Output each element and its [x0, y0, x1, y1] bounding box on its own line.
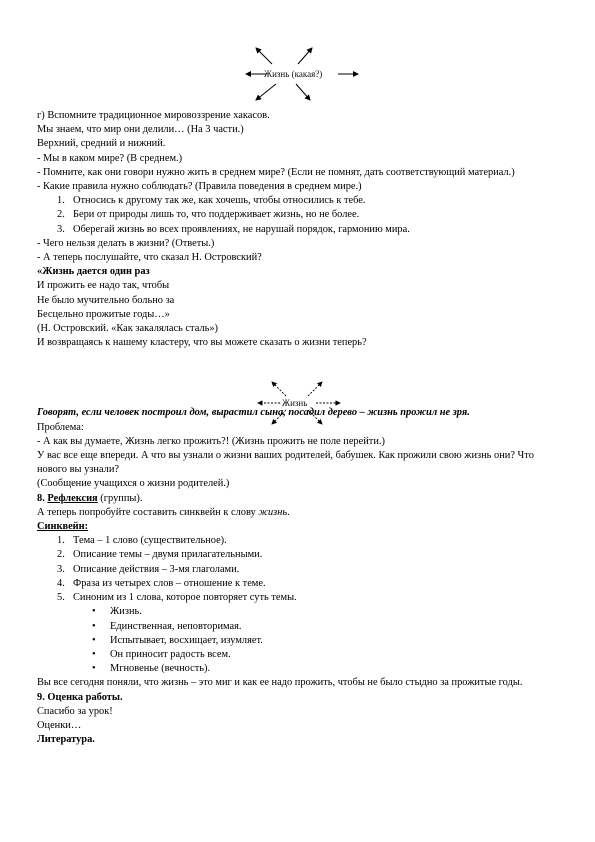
- quote-line: И прожить ее надо так, чтобы: [37, 280, 170, 292]
- list-item: [37, 194, 562, 208]
- sinkwein-example: [37, 605, 562, 676]
- list-text: Единственная, неповторимая.: [110, 620, 242, 632]
- section-suffix: (группы).: [97, 492, 143, 504]
- section-number: 8.: [37, 492, 45, 504]
- list-number: 4.: [57, 577, 65, 589]
- cluster-center-word: Жизнь: [282, 398, 308, 408]
- bullet-icon: •: [92, 663, 96, 675]
- list-item: [37, 591, 562, 605]
- list-item: [37, 634, 562, 648]
- task-text: А теперь попробуйте составить синквейн к слову: [37, 506, 259, 518]
- list-item: [37, 662, 562, 676]
- list-number: 1.: [57, 195, 65, 207]
- list-number: 3.: [57, 563, 65, 575]
- text-line: - Мы в каком мире? (В среднем.): [37, 152, 183, 164]
- list-text: Испытывает, восхищает, изумляет.: [110, 634, 263, 646]
- bullet-icon: •: [92, 634, 96, 646]
- list-number: 2.: [57, 209, 65, 221]
- list-number: 3.: [57, 223, 65, 235]
- bullet-icon: •: [92, 620, 96, 632]
- list-item: [37, 620, 562, 634]
- literature-heading: Литература.: [37, 734, 95, 746]
- rules-list: [37, 194, 562, 237]
- list-item: [37, 563, 562, 577]
- list-text: Он приносит радость всем.: [110, 648, 231, 660]
- list-text: Бери от природы лишь то, что поддерживает жизнь, но не более.: [73, 209, 360, 221]
- cluster-diagram-bottom: [252, 378, 344, 428]
- reflection-heading: [37, 492, 562, 506]
- text-line: Спасибо за урок!: [37, 705, 113, 717]
- text-line: г) Вспомните традиционное мировоззрение хакасов.: [37, 110, 270, 121]
- task-suffix: .: [287, 506, 290, 518]
- list-number: 1.: [57, 535, 65, 547]
- text-line: Оценки…: [37, 719, 82, 731]
- quote-line: «Жизнь дается один раз: [37, 266, 150, 278]
- text-line: Верхний, средний и нижний.: [37, 138, 166, 150]
- text-line: У вас все еще впереди. А что вы узнали о жизни ваших родителей, бабушек. Как прожили свою жизнь они? Что нового вы узнали?: [37, 450, 534, 476]
- proverb: Говорят, если человек построил дом, вырастил сына, посадил дерево – жизнь прожил не зря.: [37, 407, 470, 419]
- conclusion: Вы все сегодня поняли, что жизнь – это миг и как ее надо прожить, чтобы не было стыдно за прожитые годы.: [37, 677, 523, 689]
- list-text: Описание темы – двумя прилагательными.: [73, 549, 263, 561]
- text-line: - А теперь послушайте, что сказал Н. Островский?: [37, 252, 262, 264]
- list-text: Фраза из четырех слов – отношение к теме.: [73, 577, 266, 589]
- sinkwein-heading: Синквейн:: [37, 521, 89, 533]
- quote-block: [37, 265, 562, 322]
- list-item: [37, 648, 562, 662]
- text-line: - А как вы думаете, Жизнь легко прожить?! (Жизнь прожить не поле перейти.): [37, 435, 385, 447]
- text-line: (Сообщение учащихся о жизни родителей.): [37, 478, 230, 490]
- list-number: 2.: [57, 549, 65, 561]
- text-line: Мы знаем, что мир они делили… (На 3 части.): [37, 124, 244, 136]
- section-title: Рефлексия: [47, 492, 98, 504]
- list-text: Жизнь.: [110, 606, 142, 618]
- list-item: [37, 548, 562, 562]
- quote-line: Бесцельно прожитые годы…»: [37, 308, 170, 320]
- list-text: Оберегай жизнь во всех проявлениях, не нарушай порядок, гармонию мира.: [73, 223, 410, 235]
- list-text: Относись к другому так же, как хочешь, чтобы относились к тебе.: [73, 195, 366, 207]
- list-item: [37, 223, 562, 237]
- list-item: [37, 577, 562, 591]
- list-text: Описание действия – 3-мя глаголами.: [73, 563, 240, 575]
- cluster-diagram-top: [240, 40, 360, 105]
- list-text: Мгновенье (вечность).: [110, 663, 211, 675]
- document-body: [37, 109, 562, 747]
- list-item: [37, 605, 562, 619]
- bullet-icon: •: [92, 648, 96, 660]
- reflection-task: [37, 506, 562, 520]
- problem-heading: Проблема:: [37, 421, 84, 433]
- text-line: - Какие правила нужно соблюдать? (Правила поведения в среднем мире.): [37, 181, 362, 193]
- list-text: Синоним из 1 слова, которое повторяет суть темы.: [73, 592, 297, 604]
- list-item: [37, 534, 562, 548]
- assessment-heading: 9. Оценка работы.: [37, 691, 123, 703]
- sinkwein-steps: [37, 534, 562, 605]
- list-item: [37, 208, 562, 222]
- cluster-center-word: Жизнь (какая?): [264, 69, 323, 79]
- text-line: - Чего нельзя делать в жизни? (Ответы.): [37, 237, 215, 249]
- quote-source: (Н. Островский. «Как закалялась сталь»): [37, 323, 218, 335]
- bullet-icon: •: [92, 606, 96, 618]
- list-number: 5.: [57, 592, 65, 604]
- quote-line: Не было мучительно больно за: [37, 294, 175, 306]
- text-line: - Помните, как они говори нужно жить в среднем мире? (Если не помнят, дать соответствующий материал.): [37, 166, 515, 178]
- text-line: И возвращаясь к нашему кластеру, что вы можете сказать о жизни теперь?: [37, 337, 367, 349]
- list-text: Тема – 1 слово (существительное).: [73, 535, 227, 547]
- task-word: жизнь: [258, 506, 288, 518]
